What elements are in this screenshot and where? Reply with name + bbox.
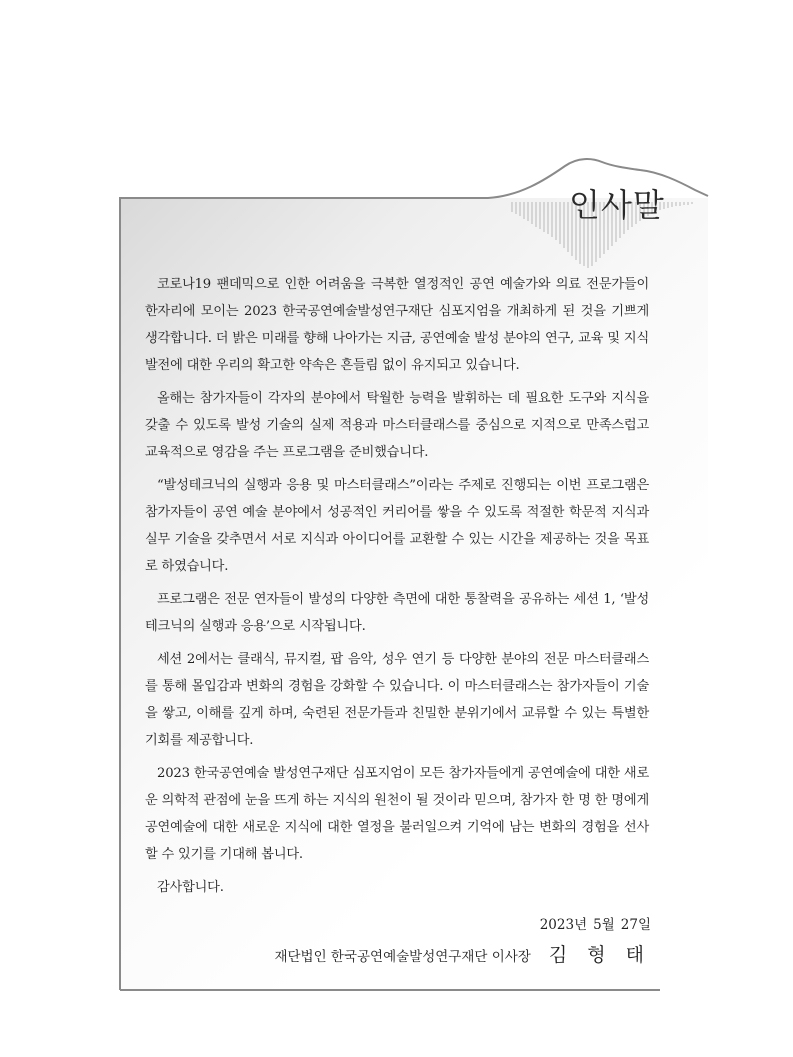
paragraph: 세션 2에서는 클래식, 뮤지컬, 팝 음악, 성우 연기 등 다양한 분야의 전문 마스터클래스를 통해 몰입감과 변화의 경험을 강화할 수 있습니다. 이 마스터클래스는 참가자들이 기술을 쌓고, 이해를 깊게 하며, 숙련된 전문가들과 친밀한 분위기에서 교류할 수 있는 특별한 기회를 제공합니다. — [145, 652, 649, 748]
page-title: 인사말 — [569, 186, 665, 224]
date-line — [534, 913, 651, 933]
paragraph: 2023 한국공연예술 발성연구재단 심포지엄이 모든 참가자들에게 공연예술에 대한 새로운 의학적 관점에 눈을 뜨게 하는 지식의 원천이 될 것이라 믿으며, 참가자 한 명 한 명에게 공연예술에 대한 새로운 지식에 대한 열정을 불러일으켜 기억에 남는 변화의 경험을 선사할 수 있기를 기대해 봅니다. — [145, 766, 649, 862]
date-day: 27일 — [620, 917, 651, 933]
paragraph: 올해는 참가자들이 각자의 분야에서 탁월한 능력을 발휘하는 데 필요한 도구와 지식을 갖출 수 있도록 발성 기술의 실제 적용과 마스터클래스를 중심으로 지적으로 만족스럽고 교육적으로 영감을 주는 프로그램을 준비했습니다. — [145, 391, 649, 460]
signature-organization: 재단법인 한국공연예술발성연구재단 이사장 — [274, 949, 531, 965]
paragraph: “발성테크닉의 실행과 응용 및 마스터클래스”이라는 주제로 진행되는 이번 프로그램은 참가자들이 공연 예술 분야에서 성공적인 커리어를 쌓을 수 있도록 적절한 학문적 지식과 실무 기술을 갖추면서 서로 지식과 아이디어를 교환할 수 있는 시간을 제공하는 것을 목표로 하였습니다. — [145, 478, 649, 574]
signature-name: 김 형 태 — [548, 944, 651, 966]
greeting-body — [145, 271, 649, 907]
signature-line — [274, 940, 651, 967]
paragraph: 코로나19 팬데믹으로 인한 어려움을 극복한 열정적인 공연 예술가와 의료 전문가들이 한자리에 모이는 2023 한국공연예술발성연구재단 심포지엄을 개최하게 된 것을 기쁘게 생각합니다. 더 밝은 미래를 향해 나아가는 지금, 공연예술 발성 분야의 연구, 교육 및 지식 발전에 대한 우리의 확고한 약속은 흔들림 없이 유지되고 있습니다. — [145, 277, 649, 373]
closing-line: 감사합니다. — [157, 880, 224, 895]
paragraph: 프로그램은 전문 연자들이 발성의 다양한 측면에 대한 통찰력을 공유하는 세션 1, ‘발성테크닉의 실행과 응용’으로 시작됩니다. — [145, 592, 649, 634]
date-month: 5월 — [593, 917, 615, 933]
date-year: 2023년 — [539, 917, 588, 933]
